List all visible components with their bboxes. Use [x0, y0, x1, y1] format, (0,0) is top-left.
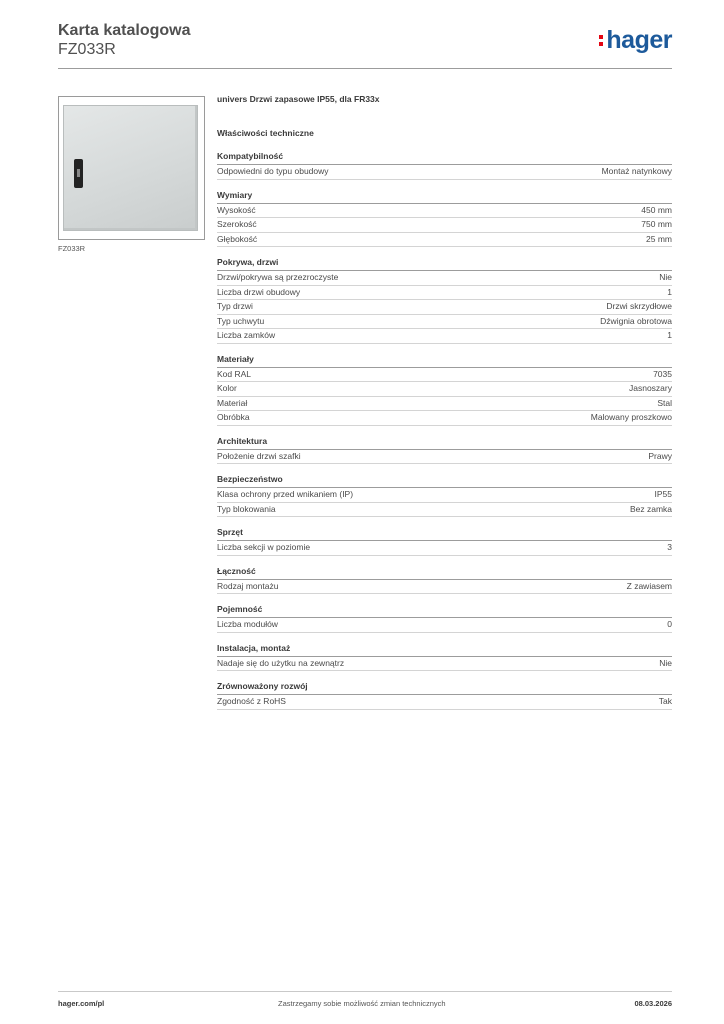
spec-value: Dźwignia obrotowa [600, 315, 672, 326]
spec-label: Szerokość [217, 219, 257, 229]
spec-label: Klasa ochrony przed wnikaniem (IP) [217, 489, 354, 499]
door-handle-icon [74, 159, 83, 188]
spec-value: Prawy [648, 450, 672, 461]
spec-value: Stal [657, 397, 672, 408]
spec-row [217, 695, 672, 710]
spec-value: Montaż natynkowy [601, 166, 672, 176]
section-title: Zrównoważony rozwój [217, 681, 672, 695]
spec-value: Z zawiasem [626, 580, 672, 591]
logo-text: hager [606, 26, 672, 54]
spec-section [217, 474, 672, 517]
spec-row [217, 618, 672, 633]
spec-row [217, 397, 672, 412]
spec-label: Typ blokowania [217, 503, 276, 514]
spec-label: Typ drzwi [217, 301, 253, 311]
spec-section [217, 566, 672, 595]
spec-label: Kod RAL [217, 368, 252, 379]
spec-value: Jasnoszary [629, 383, 672, 393]
spec-value: 0 [667, 619, 672, 629]
spec-row [217, 329, 672, 344]
spec-value: Nie [659, 272, 672, 282]
spec-section [217, 354, 672, 426]
spec-row [217, 315, 672, 330]
spec-value: 750 mm [641, 219, 672, 229]
hager-logo [599, 26, 672, 55]
spec-section [217, 527, 672, 556]
section-title: Pokrywa, drzwi [217, 257, 672, 271]
header-divider [58, 68, 672, 69]
spec-label: Liczba sekcji w poziomie [217, 542, 311, 552]
spec-section [217, 257, 672, 344]
spec-row [217, 286, 672, 301]
section-title: Pojemność [217, 604, 672, 618]
footer-notice: Zastrzegamy sobie możliwość zmian technicznych [278, 999, 446, 1008]
spec-sections [217, 151, 672, 710]
spec-label: Głębokość [217, 233, 258, 244]
spec-label: Zgodność z RoHS [217, 696, 286, 706]
page-header [58, 20, 672, 70]
spec-row [217, 233, 672, 248]
section-title: Bezpieczeństwo [217, 474, 672, 488]
spec-section [217, 190, 672, 248]
spec-row [217, 450, 672, 465]
spec-label: Położenie drzwi szafki [217, 450, 301, 461]
section-title: Sprzęt [217, 527, 672, 541]
spec-value: 7035 [653, 368, 672, 379]
spec-row [217, 218, 672, 233]
spec-value: 1 [667, 330, 672, 340]
spec-row [217, 382, 672, 397]
spec-row [217, 271, 672, 286]
product-image [58, 96, 205, 240]
spec-label: Odpowiedni do typu obudowy [217, 166, 329, 176]
spec-row [217, 411, 672, 426]
section-title: Kompatybilność [217, 151, 672, 165]
spec-row [217, 541, 672, 556]
spec-row [217, 300, 672, 315]
spec-label: Materiał [217, 397, 248, 408]
spec-value: Bez zamka [629, 503, 672, 514]
section-title: Instalacja, montaż [217, 643, 672, 657]
product-name: univers Drzwi zapasowe IP55, dla FR33x [217, 94, 380, 104]
section-title: Łączność [217, 566, 672, 580]
spec-value: 1 [667, 286, 672, 297]
door-panel-image [63, 105, 198, 231]
spec-value: 3 [667, 542, 672, 552]
spec-section [217, 643, 672, 672]
spec-value: Nie [659, 657, 672, 668]
spec-row [217, 503, 672, 518]
section-title: Materiały [217, 354, 672, 368]
spec-label: Nadaje się do użytku na zewnątrz [217, 657, 345, 668]
document-title: Karta katalogowa [58, 22, 191, 39]
product-code: FZ033R [58, 41, 116, 58]
spec-row [217, 488, 672, 503]
section-title: Architektura [217, 436, 672, 450]
spec-row [217, 657, 672, 672]
spec-value: Malowany proszkowo [590, 412, 672, 422]
logo-dots-icon [599, 31, 603, 49]
footer-website: hager.com/pl [58, 999, 105, 1008]
product-image-caption: FZ033R [58, 244, 86, 253]
spec-value: IP55 [654, 489, 672, 499]
spec-label: Liczba modułów [217, 619, 278, 629]
spec-section [217, 681, 672, 710]
spec-label: Typ uchwytu [217, 315, 265, 326]
spec-section [217, 151, 672, 180]
spec-label: Wysokość [217, 204, 256, 215]
spec-row [217, 204, 672, 219]
spec-row [217, 368, 672, 383]
spec-label: Liczba drzwi obudowy [217, 286, 301, 297]
spec-label: Obróbka [217, 412, 250, 422]
spec-value: 450 mm [641, 204, 672, 215]
spec-section [217, 604, 672, 633]
spec-label: Liczba zamków [217, 330, 276, 340]
spec-value: Drzwi skrzydłowe [606, 301, 672, 311]
spec-value: Tak [658, 696, 672, 706]
spec-label: Drzwi/pokrywa są przezroczyste [217, 272, 339, 282]
footer-divider [58, 991, 672, 992]
footer-date: 08.03.2026 [634, 999, 672, 1008]
spec-row [217, 165, 672, 180]
spec-label: Rodzaj montażu [217, 580, 279, 591]
spec-row [217, 580, 672, 595]
spec-content [217, 94, 672, 720]
spec-label: Kolor [217, 383, 237, 393]
technical-properties-title: Właściwości techniczne [217, 128, 314, 138]
section-title: Wymiary [217, 190, 672, 204]
spec-value: 25 mm [646, 233, 672, 244]
spec-section [217, 436, 672, 465]
